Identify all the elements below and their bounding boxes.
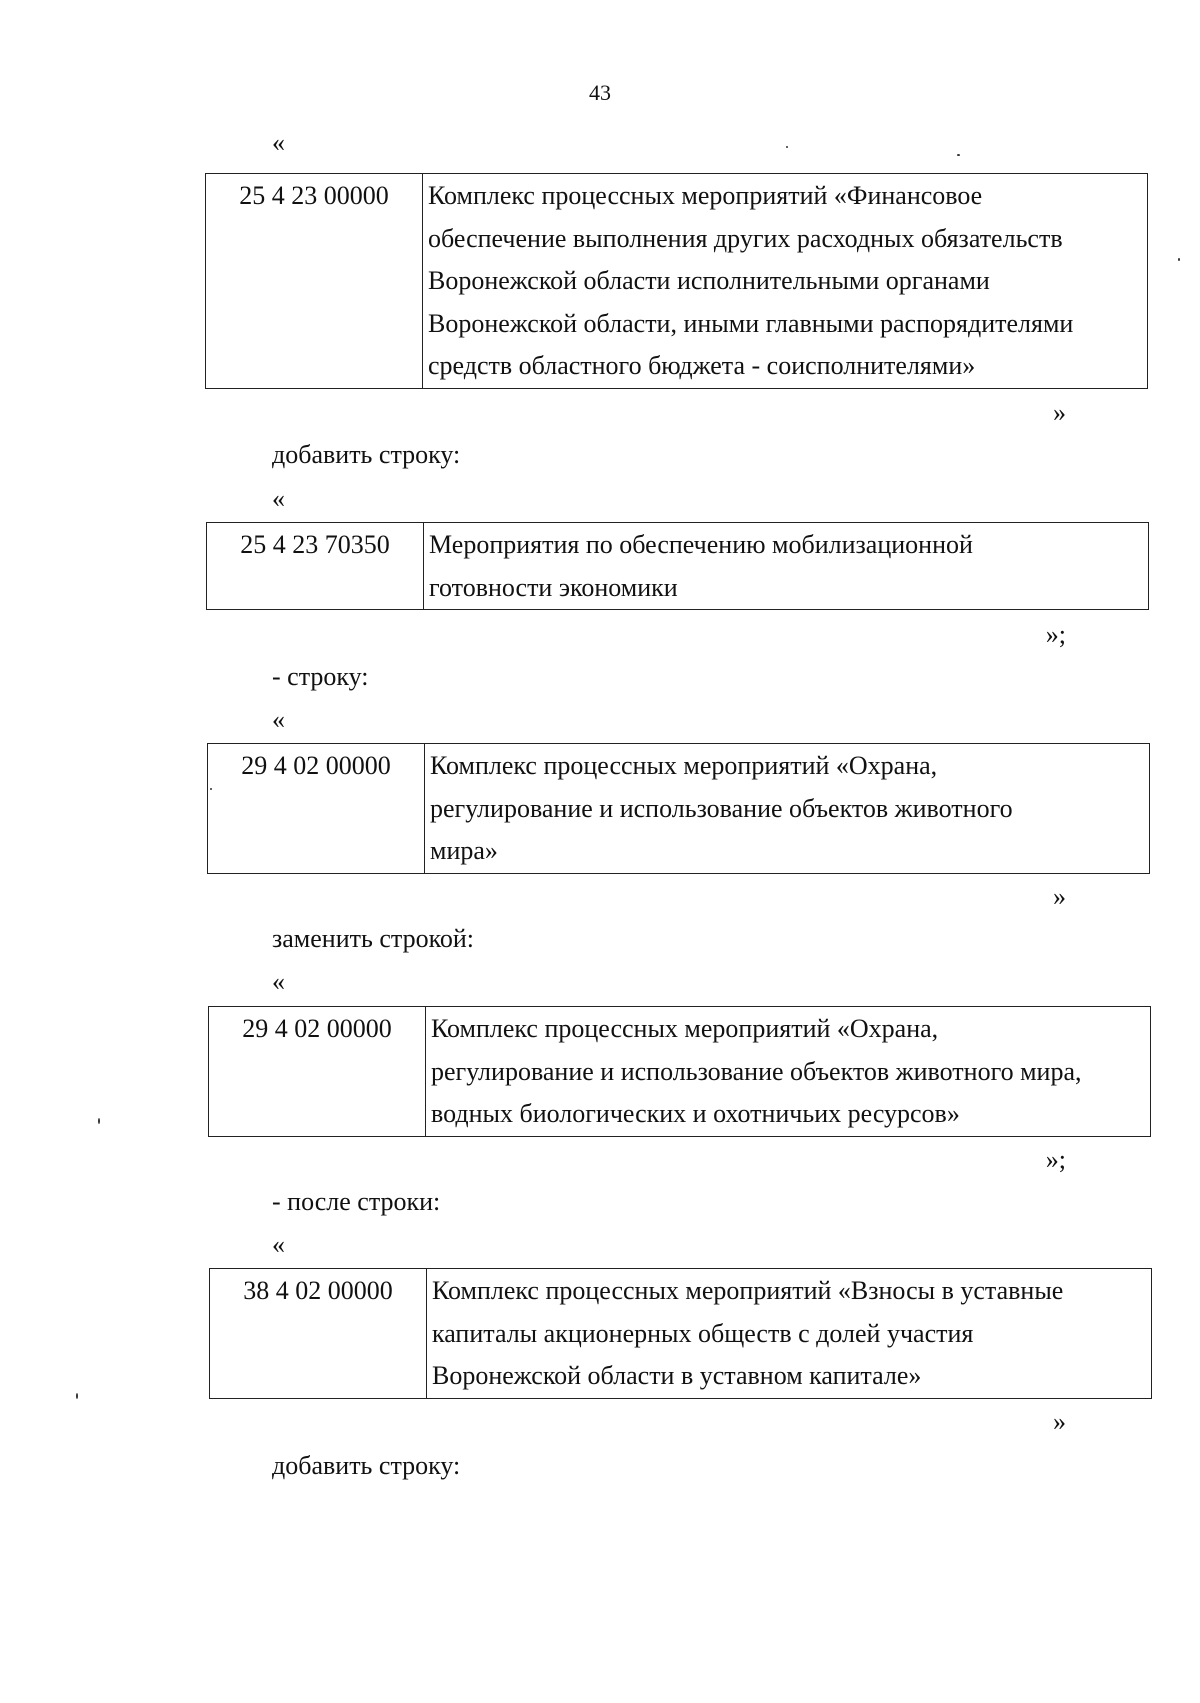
opening-quote: «	[272, 484, 285, 513]
description-line: Комплекс процессных мероприятий «Охрана,	[431, 1014, 939, 1043]
opening-quote: «	[272, 967, 285, 996]
instruction-text: добавить строку:	[272, 440, 461, 469]
scan-speck	[1178, 258, 1180, 261]
description-line: мира»	[430, 836, 498, 865]
closing-quote: »	[1053, 398, 1066, 427]
closing-quote: »	[1053, 1407, 1066, 1436]
code-table	[208, 1006, 1151, 1137]
description-cell	[423, 174, 1148, 389]
description-cell	[427, 1269, 1152, 1399]
code-table	[209, 1268, 1152, 1399]
closing-quote: »;	[1045, 620, 1066, 649]
table-row	[210, 1269, 1152, 1399]
code-table	[206, 522, 1149, 610]
scan-speck	[76, 1393, 78, 1399]
closing-quote: »	[1053, 882, 1066, 911]
opening-quote: «	[272, 705, 285, 734]
budget-code-cell: 25 4 23 00000	[206, 174, 423, 389]
description-line: Комплекс процессных мероприятий «Финансовое	[428, 181, 983, 210]
description-line: обеспечение выполнения других расходных обязательств	[428, 223, 1063, 253]
code-table	[207, 743, 1150, 874]
scan-speck	[98, 1118, 100, 1124]
description-line: Мероприятия по обеспечению мобилизационной	[429, 530, 973, 559]
description-line: готовности экономики	[429, 572, 678, 602]
budget-code-cell: 25 4 23 70350	[207, 523, 424, 610]
budget-code-cell: 29 4 02 00000	[209, 1007, 426, 1137]
description-line: Комплекс процессных мероприятий «Охрана,	[430, 751, 938, 780]
description-line: средств областного бюджета - соисполнителями»	[428, 351, 976, 380]
description-line: Воронежской области в уставном капитале»	[432, 1361, 922, 1390]
instruction-text: - после строки:	[272, 1187, 441, 1216]
opening-quote: «	[272, 128, 285, 157]
description-cell	[425, 744, 1150, 874]
code-table	[205, 173, 1148, 389]
description-line: капиталы акционерных обществ с долей участия	[432, 1318, 974, 1348]
description-cell	[426, 1007, 1151, 1137]
scan-speck	[210, 788, 212, 790]
description-line: Воронежской области исполнительными органами	[428, 266, 990, 295]
scan-speck	[957, 154, 960, 156]
scan-speck	[786, 146, 788, 148]
description-line: водных биологических и охотничьих ресурсов»	[431, 1099, 960, 1128]
budget-code-cell: 38 4 02 00000	[210, 1269, 427, 1399]
instruction-text: добавить строку:	[272, 1451, 461, 1480]
table-row	[208, 744, 1150, 874]
description-line: регулирование и использование объектов животного	[430, 793, 1013, 823]
description-line: Воронежской области, иными главными распорядителями	[428, 308, 1074, 338]
instruction-text: - строку:	[272, 662, 369, 691]
table-row	[207, 523, 1149, 610]
description-cell	[424, 523, 1149, 610]
closing-quote: »;	[1045, 1145, 1066, 1174]
description-line: Комплекс процессных мероприятий «Взносы в уставные	[432, 1276, 1064, 1305]
table-row	[206, 174, 1148, 389]
opening-quote: «	[272, 1230, 285, 1259]
budget-code-cell: 29 4 02 00000	[208, 744, 425, 874]
table-row	[209, 1007, 1151, 1137]
description-line: регулирование и использование объектов животного мира,	[431, 1056, 1082, 1086]
instruction-text: заменить строкой:	[272, 924, 475, 953]
page-number: 43	[589, 80, 611, 105]
